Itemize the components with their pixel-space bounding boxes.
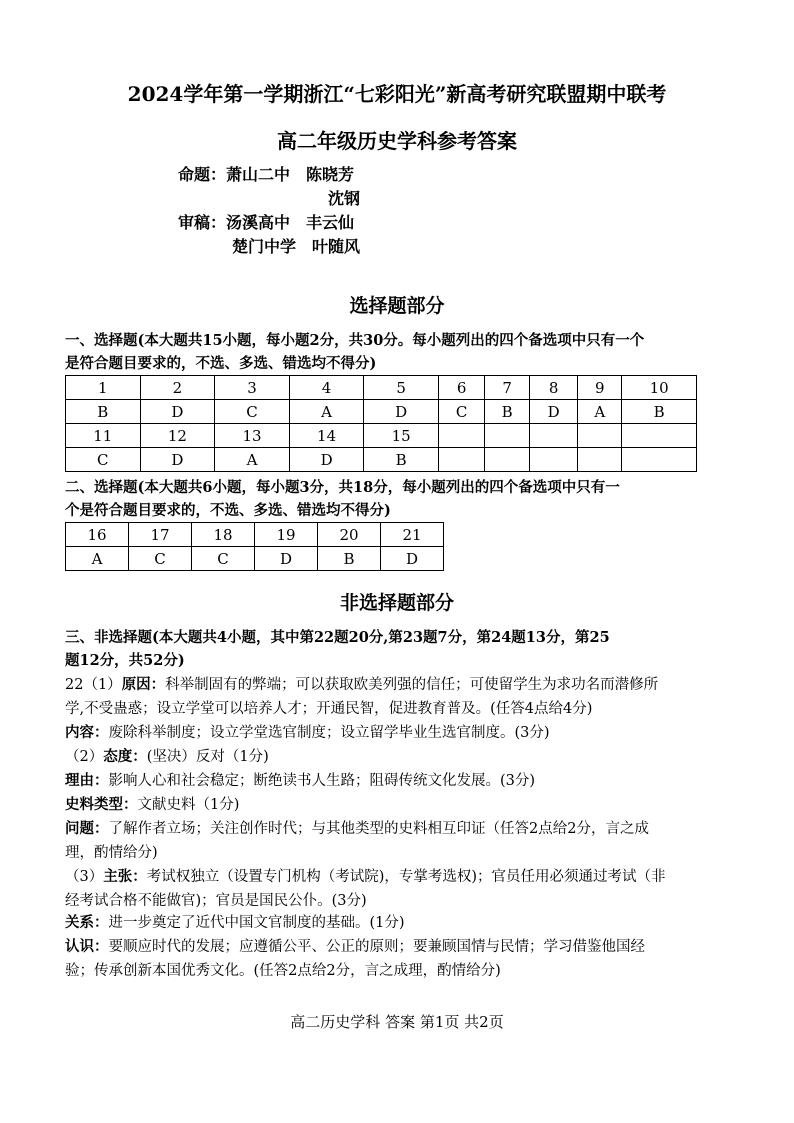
answer-line bbox=[65, 841, 158, 862]
answer-text: 经考试合格不能做官)；官员是国民公仆。(3分) bbox=[65, 893, 367, 909]
table-cell: 9 bbox=[578, 376, 622, 400]
instruction-line: 二、选择题(本大题共6小题，每小题3分，共18分，每小题列出的四个备选项中只有一 bbox=[65, 479, 620, 496]
answer-label: 认识： bbox=[65, 938, 109, 955]
answer-text: (坚决）反对（1分) bbox=[146, 749, 269, 765]
answer-line bbox=[65, 865, 666, 886]
instruction-line: 题12分，共52分) bbox=[65, 652, 185, 669]
table-cell: B bbox=[364, 448, 439, 472]
answer-text: 理，酌情给分) bbox=[65, 845, 158, 861]
table-row bbox=[66, 376, 697, 400]
table-cell bbox=[485, 448, 530, 472]
table-cell: D bbox=[255, 547, 318, 571]
table-cell: C bbox=[215, 400, 290, 424]
table-cell: 8 bbox=[529, 376, 577, 400]
table-cell bbox=[485, 424, 530, 448]
table-cell bbox=[578, 424, 622, 448]
table-cell: 21 bbox=[381, 523, 444, 547]
table-row bbox=[66, 400, 697, 424]
page-footer: 高二历史学科 答案 第1页 共2页 bbox=[290, 1013, 504, 1031]
answer-label: 内容： bbox=[65, 724, 109, 741]
instruction-line: 三、非选择题(本大题共4小题，其中第22题20分,第23题7分，第24题13分，第25 bbox=[65, 629, 610, 646]
table-cell: A bbox=[215, 448, 290, 472]
answer-table-1 bbox=[65, 375, 697, 472]
table-cell: A bbox=[66, 547, 129, 571]
table-row bbox=[66, 547, 444, 571]
answer-text: 了解作者立场；关注创作时代；与其他类型的史料相互印证（任答2点给2分，言之成 bbox=[108, 821, 649, 837]
table-cell: 1 bbox=[66, 376, 141, 400]
answer-line bbox=[65, 697, 592, 718]
table-cell: 20 bbox=[318, 523, 381, 547]
answer-text: 考试权独立（设置专门机构（考试院)，专掌考选权)；官员任用必须通过考试（非 bbox=[146, 869, 666, 885]
table-cell: B bbox=[485, 400, 530, 424]
answer-text: 验；传承创新本国优秀文化。(任答2点给2分，言之成理，酌情给分) bbox=[65, 963, 501, 979]
answer-label: 原因： bbox=[121, 676, 166, 693]
table-cell: D bbox=[289, 448, 364, 472]
answer-pre: 22（1） bbox=[65, 677, 122, 693]
table-cell: 7 bbox=[485, 376, 530, 400]
table-cell: 2 bbox=[140, 376, 215, 400]
answer-label: 态度： bbox=[103, 748, 147, 765]
table-cell: 5 bbox=[364, 376, 439, 400]
table-cell bbox=[622, 448, 697, 472]
table-cell: B bbox=[318, 547, 381, 571]
answer-table-2 bbox=[65, 522, 444, 571]
answer-label: 史料类型： bbox=[65, 796, 138, 813]
answer-label: 问题： bbox=[65, 820, 109, 837]
table-row bbox=[66, 424, 697, 448]
answer-line bbox=[65, 935, 645, 956]
table-cell: D bbox=[364, 400, 439, 424]
table-cell: 18 bbox=[192, 523, 255, 547]
answer-line bbox=[65, 911, 405, 932]
table-cell: 19 bbox=[255, 523, 318, 547]
table-cell: D bbox=[140, 400, 215, 424]
answer-text: 科举制固有的弊端；可以获取欧美列强的信任；可使留学生为求功名而潜修所 bbox=[165, 677, 659, 693]
table-cell bbox=[438, 448, 484, 472]
table-cell: 16 bbox=[66, 523, 129, 547]
table-cell: 17 bbox=[129, 523, 192, 547]
table-cell bbox=[438, 424, 484, 448]
answer-pre: （2） bbox=[65, 749, 104, 765]
table-cell: 4 bbox=[289, 376, 364, 400]
author-line: 楚门中学 叶随风 bbox=[232, 237, 361, 256]
answer-text: 要顺应时代的发展；应遵循公平、公正的原则；要兼顾国情与民情；学习借鉴他国经 bbox=[108, 939, 645, 955]
author-line: 审稿：汤溪高中 丰云仙 bbox=[178, 213, 355, 232]
table-row bbox=[66, 448, 697, 472]
table-cell bbox=[622, 424, 697, 448]
table-cell: C bbox=[192, 547, 255, 571]
table-cell: 12 bbox=[140, 424, 215, 448]
answer-label: 主张： bbox=[103, 868, 147, 885]
table-cell: D bbox=[529, 400, 577, 424]
table-cell: C bbox=[129, 547, 192, 571]
section-heading: 非选择题部分 bbox=[339, 592, 454, 614]
answer-label: 理由： bbox=[65, 772, 109, 789]
table-cell: A bbox=[289, 400, 364, 424]
answer-label: 关系： bbox=[65, 914, 109, 931]
answer-line bbox=[65, 959, 501, 980]
answer-text: 进一步奠定了近代中国文官制度的基础。(1分) bbox=[108, 915, 405, 931]
table-cell bbox=[529, 448, 577, 472]
table-cell: C bbox=[66, 448, 141, 472]
table-cell: A bbox=[578, 400, 622, 424]
table-cell: 14 bbox=[289, 424, 364, 448]
answer-text: 影响人心和社会稳定；断绝读书人生路；阻碍传统文化发展。(3分) bbox=[108, 773, 536, 789]
table-row bbox=[66, 523, 444, 547]
instruction-line: 个是符合题目要求的，不选、多选、错选均不得分) bbox=[65, 502, 391, 519]
answer-line bbox=[65, 793, 239, 814]
table-cell: 11 bbox=[66, 424, 141, 448]
section-heading: 选择题部分 bbox=[349, 295, 445, 317]
answer-line bbox=[65, 817, 649, 838]
author-line: 沈钢 bbox=[328, 189, 361, 208]
table-cell: D bbox=[140, 448, 215, 472]
table-cell: 6 bbox=[438, 376, 484, 400]
table-cell: 10 bbox=[622, 376, 697, 400]
table-cell bbox=[578, 448, 622, 472]
table-cell bbox=[529, 424, 577, 448]
table-cell: D bbox=[381, 547, 444, 571]
document-subtitle: 高二年级历史学科参考答案 bbox=[277, 129, 517, 153]
answer-text: 废除科举制度；设立学堂选官制度；设立留学毕业生选官制度。(3分) bbox=[108, 725, 550, 741]
table-cell: B bbox=[622, 400, 697, 424]
instruction-line: 是符合题目要求的，不选、多选、错选均不得分) bbox=[65, 355, 377, 372]
document-title: 2024学年第一学期浙江“七彩阳光”新高考研究联盟期中联考 bbox=[127, 82, 667, 106]
table-cell: C bbox=[438, 400, 484, 424]
answer-line bbox=[65, 721, 550, 742]
answer-text: 学,不受蛊惑；设立学堂可以培养人才；开通民智，促进教育普及。(任答4点给4分) bbox=[65, 701, 593, 717]
answer-line bbox=[65, 745, 269, 766]
answer-pre: （3） bbox=[65, 869, 104, 885]
table-cell: B bbox=[66, 400, 141, 424]
author-line: 命题：萧山二中 陈晓芳 bbox=[178, 165, 355, 184]
answer-text: 文献史料（1分) bbox=[137, 797, 240, 813]
table-cell: 15 bbox=[364, 424, 439, 448]
answer-line bbox=[65, 673, 658, 694]
answer-line bbox=[65, 889, 367, 910]
table-cell: 13 bbox=[215, 424, 290, 448]
table-cell: 3 bbox=[215, 376, 290, 400]
answer-line bbox=[65, 769, 535, 790]
instruction-line: 一、选择题(本大题共15小题，每小题2分，共30分。每小题列出的四个备选项中只有一个 bbox=[65, 332, 645, 349]
